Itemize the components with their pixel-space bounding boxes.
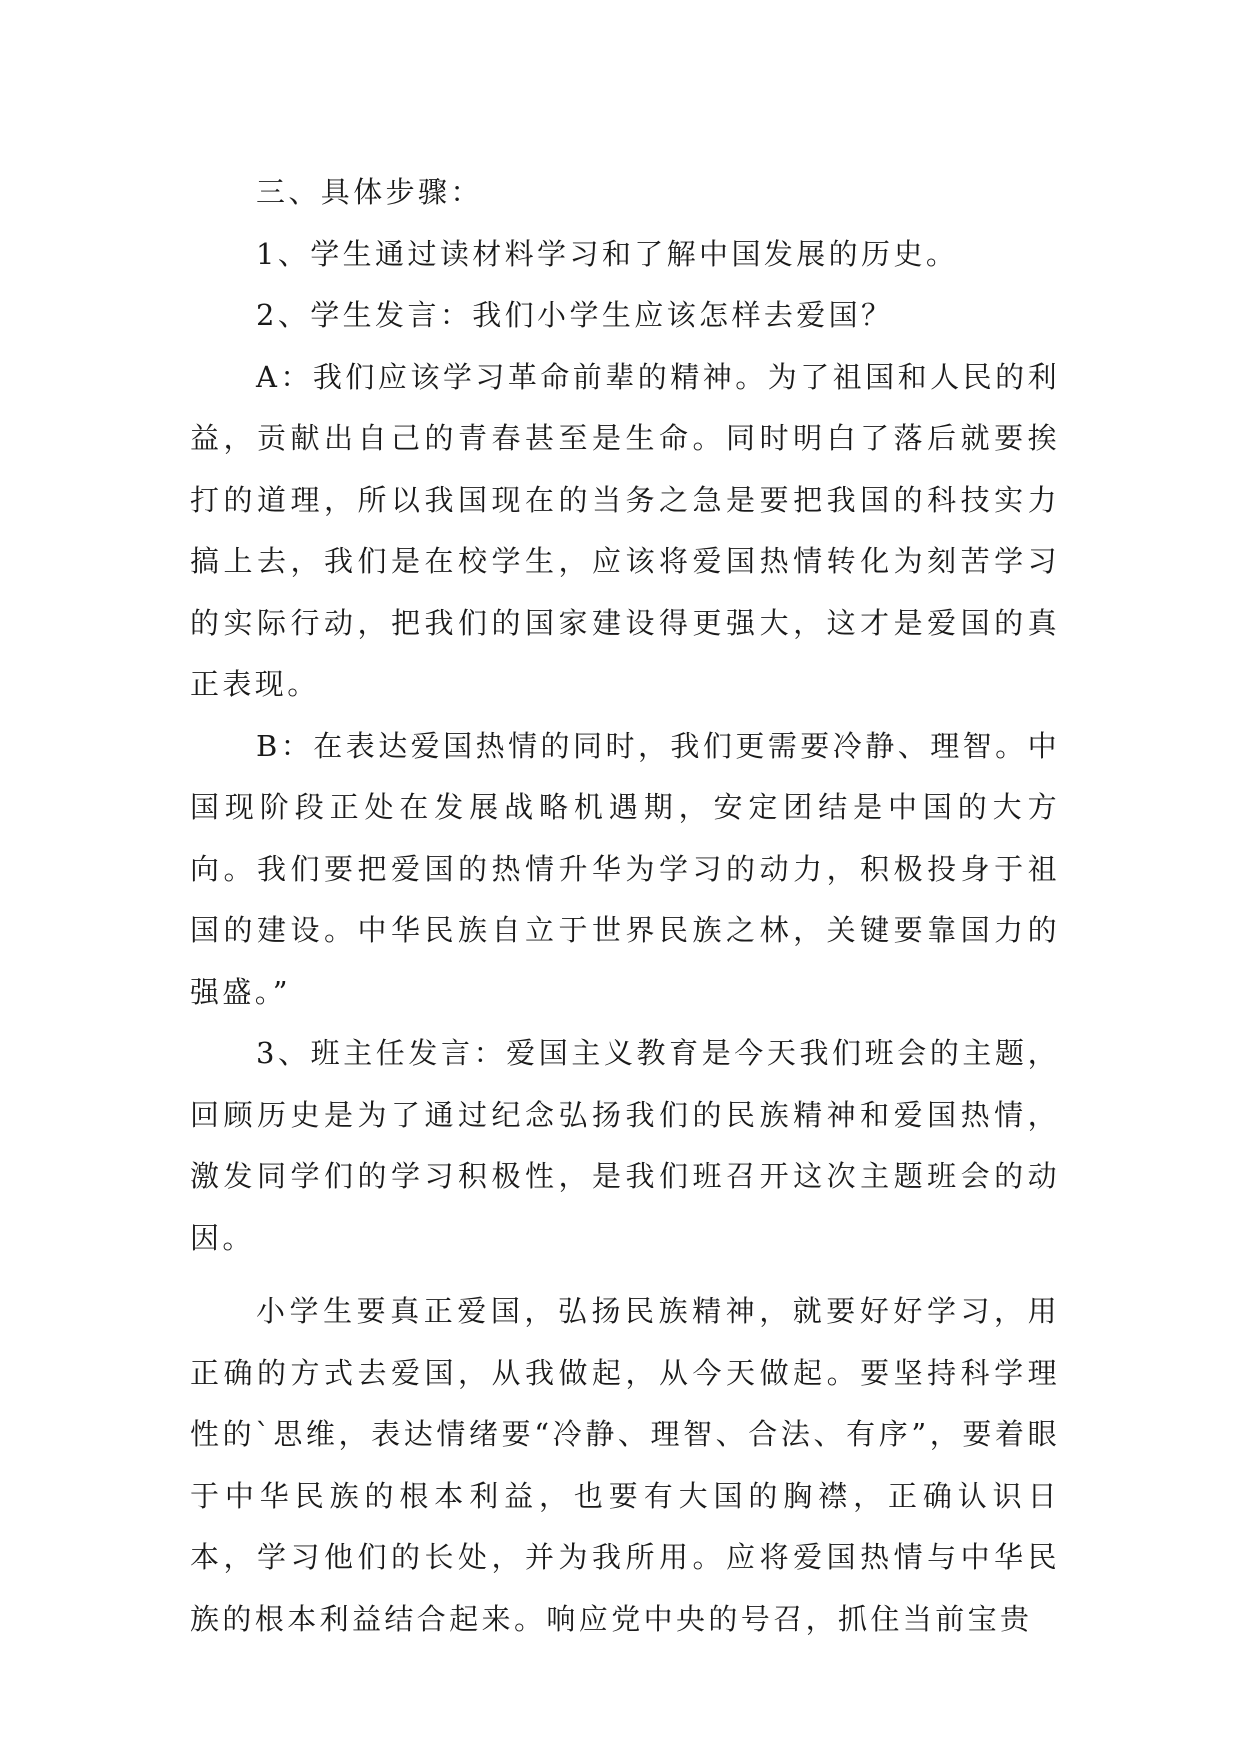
section-heading-steps: 三、具体步骤： [256, 175, 483, 209]
student-a-speech-paragraph: A：我们应该学习革命前辈的精神。为了祖国和人民的利益，贡献出自己的青春甚至是生命。同时明白了落后就要挨打的道理，所以我国现在的当务之急是要把我国的科技实力搞上去，我们是在校学生，应该将爱国热情转化为刻苦学习的实际行动，把我们的国家建设得更强大，这才是爱国的真正表现。 [190, 359, 1060, 701]
step-1-paragraph: 1、学生通过读材料学习和了解中国发展的历史。 [256, 236, 959, 271]
conclusion-paragraph: 小学生要真正爱国，弘扬民族精神，就要好好学习，用正确的方式去爱国，从我做起，从今天做起。要坚持科学理性的`思维，表达情绪要“冷静、理智、合法、有序”，要着眼于中华民族的根本利益，也要有大国的胸襟，正确认识日本，学习他们的长处，并为我所用。应将爱国热情与中华民族的根本利益结合起来。响应党中央的号召，抓住当前宝贵 [190, 1294, 1060, 1636]
document-body [190, 162, 1060, 1650]
step-3-paragraph: 3、班主任发言：爱国主义教育是今天我们班会的主题，回顾历史是为了通过纪念弘扬我们的民族精神和爱国热情，激发同学们的学习积极性，是我们班召开这次主题班会的动因。 [190, 1036, 1060, 1255]
step-2-paragraph: 2、学生发言：我们小学生应该怎样去爱国？ [256, 298, 894, 332]
student-b-speech-paragraph: B：在表达爱国热情的同时，我们更需要冷静、理智。中国现阶段正处在发展战略机遇期，安定团结是中国的大方向。我们要把爱国的热情升华为学习的动力，积极投身于祖国的建设。中华民族自立于世界民族之林，关键要靠国力的强盛。” [190, 728, 1060, 1009]
